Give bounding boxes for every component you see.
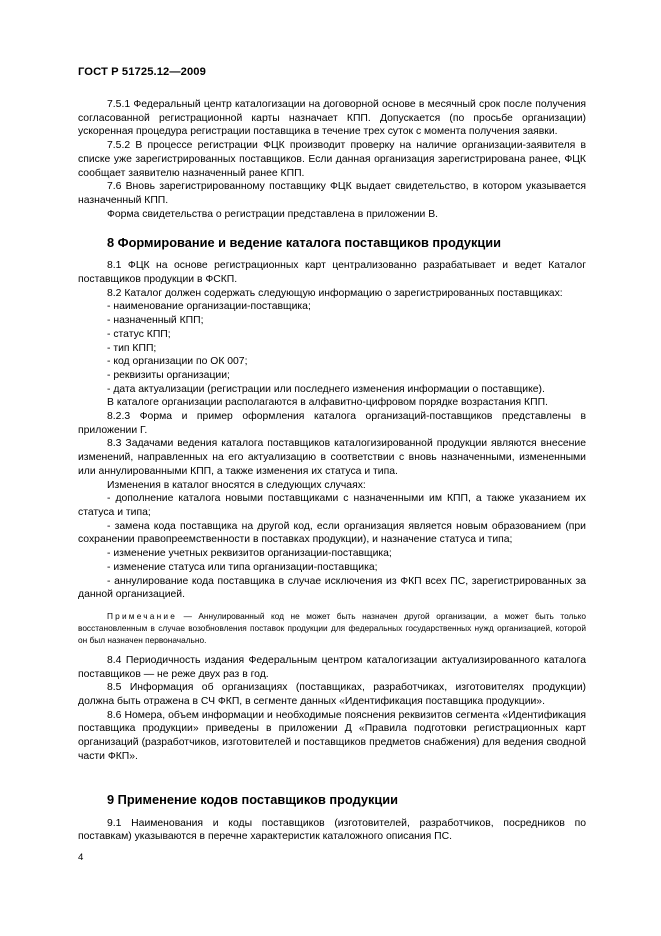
list-item: - изменение учетных реквизитов организации-поставщика; bbox=[107, 548, 392, 560]
list-item: - дополнение каталога новыми поставщиками с назначенными им КПП, а также указанием их статуса и типа; bbox=[78, 493, 586, 518]
paragraph-8-2: 8.2 Каталог должен содержать следующую информацию о зарегистрированных поставщиках: bbox=[107, 287, 563, 299]
list-item: - реквизиты организации; bbox=[107, 369, 230, 381]
paragraph-7-5-2: 7.5.2 В процессе регистрации ФЦК производит проверку на наличие организации-заявителя в списке уже зарегистрированных поставщиков. Если данная организация зарегистрирована ранее, ФЦК сообщает заявителю назначенный ранее КПП. bbox=[78, 140, 586, 179]
paragraph-8-2-3: 8.2.3 Форма и пример оформления каталога организаций-поставщиков представлены в приложении Г. bbox=[78, 411, 586, 436]
paragraph-8-3: 8.3 Задачами ведения каталога поставщиков каталогизированной продукции являются внесение изменений, направленных на его актуализацию в соответствии с вновь назначенными, измененными или аннулированными КПП, а также изменения их статуса и типа. bbox=[78, 438, 586, 477]
document-header: ГОСТ Р 51725.12—2009 bbox=[78, 66, 206, 78]
list-item: - изменение статуса или типа организации-поставщика; bbox=[107, 561, 378, 573]
list-item: - аннулирование кода поставщика в случае исключения из ФКП всех ПС, зарегистрированных за данной организацией. bbox=[78, 575, 586, 601]
section-8-title: 8 Формирование и ведение каталога поставщиков продукции bbox=[107, 235, 502, 251]
paragraph-8-5: 8.5 Информация об организациях (поставщиках, разработчиках, изготовителях продукции) должна быть отражена в СЧ ФКП, в сегменте данных «Идентификация поставщика продукции». bbox=[78, 682, 586, 708]
paragraph-7-6: 7.6 Вновь зарегистрированному поставщику ФЦК выдает свидетельство, в котором указывается назначенный КПП. bbox=[78, 181, 586, 206]
list-item: - назначенный КПП; bbox=[107, 315, 204, 327]
page-number: 4 bbox=[78, 852, 84, 863]
paragraph-8-6: 8.6 Номера, объем информации и необходимые пояснения реквизитов сегмента «Идентификация поставщика продукции» приведены в приложении Д «Правила подготовки регистрационных карт организаций (разработчиков, изготовителей и поставщиков предметов снабжения) для ведения сводной части ФКП». bbox=[78, 709, 586, 762]
paragraph-catalog-order: В каталоге организации располагаются в алфавитно-цифровом порядке возрастания КПП. bbox=[107, 397, 548, 409]
list-item: - тип КПП; bbox=[107, 342, 157, 354]
note bbox=[78, 610, 586, 646]
note-label: Примечание bbox=[107, 610, 178, 621]
list-item: - замена кода поставщика на другой код, если организация является новым образованием (при сохранении правопреемственности в поставках продукции), и назначение статуса и типа; bbox=[78, 520, 586, 546]
paragraph-changes-intro: Изменения в каталог вносятся в следующих случаях: bbox=[107, 479, 366, 491]
section-9-title: 9 Применение кодов поставщиков продукции bbox=[107, 791, 398, 807]
paragraph-8-4: 8.4 Периодичность издания Федеральным центром каталогизации актуализированного каталога поставщиков — не реже двух раз в год. bbox=[78, 654, 586, 680]
note-text: — Аннулированный код не может быть назначен другой организации, а может быть только восстановленным в случае возобновления поставок продукции для федеральных государственных нужд организацией, которой он был назначен первоначально. bbox=[78, 610, 586, 645]
list-item: - дата актуализации (регистрации или последнего изменения информации о поставщике). bbox=[107, 383, 545, 395]
paragraph-7-5-1: 7.5.1 Федеральный центр каталогизации на договорной основе в месячный срок после получения согласованной регистрационной карты назначает КПП. Допускается (по просьбе организации) ускоренная процедура регистрации поставщика в течение трех суток с момента получения заявки. bbox=[78, 99, 586, 138]
list-item: - статус КПП; bbox=[107, 328, 171, 340]
list-item: - код организации по ОК 007; bbox=[107, 356, 248, 368]
paragraph-certificate-form: Форма свидетельства о регистрации представлена в приложении В. bbox=[107, 208, 439, 220]
list-item: - наименование организации-поставщика; bbox=[107, 301, 311, 313]
paragraph-8-1: 8.1 ФЦК на основе регистрационных карт централизованно разрабатывает и ведет Каталог поставщиков продукции в ФСКП. bbox=[78, 260, 586, 286]
paragraph-9-1: 9.1 Наименования и коды поставщиков (изготовителей, разработчиков, посредников по поставкам) указываются в перечне характеристик каталожного описания ПС. bbox=[78, 817, 586, 843]
document-body bbox=[78, 98, 586, 844]
